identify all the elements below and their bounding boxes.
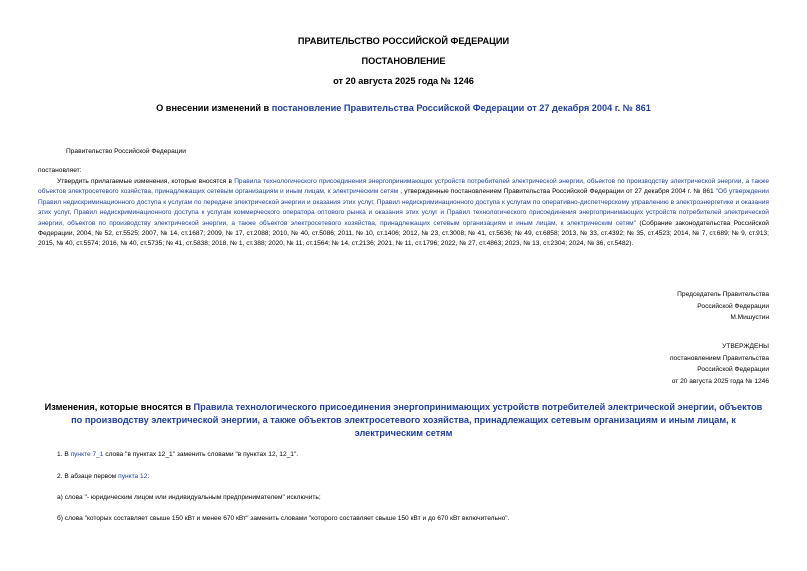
document-title: [0, 103, 807, 113]
item-2b: б) слова "которых составляет свыше 150 кВт и менее 670 кВт" заменить словами "которого составляет свыше 150 кВт и до 670 кВт включительно".: [57, 515, 510, 522]
approval-line-3: Российской Федерации: [697, 366, 769, 374]
item-1-text-a: 1. В: [57, 451, 71, 458]
document-type: ПОСТАНОВЛЕНИЕ: [361, 56, 446, 66]
item-2: [57, 473, 149, 480]
signature-line-1: Председатель Правительства: [677, 291, 769, 298]
changes-title-rules-link[interactable]: Правила технологического присоединения энергопринимающих устройств потребителей электрической энергии, объектов по производству электрической энергии, а также объектов электросетевого хозяйства, принадлежащих сетевым организациям и иным лицам, к электрическим сетям: [71, 402, 763, 438]
changes-title: [38, 401, 769, 439]
approval-line-4: от 20 августа 2025 года № 1246: [671, 378, 769, 386]
title-prefix: О внесении изменений в: [156, 103, 272, 113]
approval-line-1: УТВЕРЖДЕНЫ: [722, 343, 769, 350]
signature-line-2: Российской Федерации: [697, 302, 769, 310]
p1-text-b: , утвержденные постановлением Правительства Российской Федерации от 27 декабря 2004 г. № 861: [398, 188, 716, 196]
item-1-text-b: слова "в пунктах 12_1" заменить словами "в пунктах 12, 12_1".: [103, 451, 299, 458]
item-2-text-a: 2. В абзаце первом: [57, 473, 119, 480]
p1-text-a: Утвердить прилагаемые изменения, которые вносятся в: [57, 178, 235, 185]
paragraph-approve: [38, 177, 769, 250]
item-2-link[interactable]: пункта 12: [118, 473, 148, 480]
p1-text-c: (Собрание законодательства Российской Федерации, 2004, № 52, ст.5525; 2007, № 14, ст.1687; 2009, № 17, ст.2088; 2010, № 40, ст.5086; 2011, № 10, ст.1406; 2012, № 23, ст.3008; № 41, ст.5636; № 49, ст.6858; 2013, № 33, ст.4392; № 35, ст.4523; 2014, № 7, ст.689; № 9, ст.913; 2015, № 40, ст.5574; 2016, № 40, ст.5735; № 41, ст.5838; 2018, № 1, ст.388; 2020, № 11, ст.1564; № 14, ст.2136; 2021, № 11, ст.1796; 2022, № 27, ст.4863; 2023, № 13, ст.2304; 2024, № 36, ст.5482).: [38, 219, 769, 248]
item-1-link[interactable]: пункте 7_1: [70, 451, 104, 458]
decrees-word: постановляет:: [38, 167, 82, 174]
document-date-number: от 20 августа 2025 года № 1246: [333, 76, 474, 86]
item-1: [57, 451, 298, 458]
decree-861-link[interactable]: "Об утверждении Правил недискриминационного доступа к услугам по передаче электрической энергии и оказания этих услуг, Правил недискриминационного доступа к услугам по оперативно-диспетчерскому управлению в электроэнергетике и оказания этих услуг, Правил недискриминационного доступа к услугам коммерческого оператора оптового рынка и оказания этих услуг и Правил технологического присоединения энергопринимающих устройств потребителей электрической энергии, объектов по производству электрической энергии, а также объектов электросетевого хозяйства, принадлежащих сетевым организациям и иным лицам, к электрическим сетям": [38, 188, 769, 227]
item-2a: а) слова "- юридическим лицом или индивидуальным предпринимателем" исключить;: [57, 494, 321, 501]
approval-block: [670, 341, 769, 388]
signature-name: М.Мишустин: [730, 314, 769, 322]
signature-block: [677, 289, 769, 324]
government-heading: ПРАВИТЕЛЬСТВО РОССИЙСКОЙ ФЕДЕРАЦИИ: [297, 36, 510, 46]
rules-link[interactable]: Правила технологического присоединения энергопринимающих устройств потребителей электрической энергии, объектов по производству электрической энергии, а также объектов электросетевого хозяйства, принадлежащих сетевым организациям и иным лицам, к электрическим сетям: [38, 178, 769, 196]
title-link-decree-861[interactable]: постановление Правительства Российской Федерации от 27 декабря 2004 г. № 861: [271, 103, 651, 113]
issuer: Правительство Российской Федерации: [66, 148, 186, 155]
changes-title-prefix: Изменения, которые вносятся в: [44, 402, 194, 412]
approval-line-2: постановлением Правительства: [669, 354, 769, 362]
item-2-text-b: :: [147, 473, 150, 480]
